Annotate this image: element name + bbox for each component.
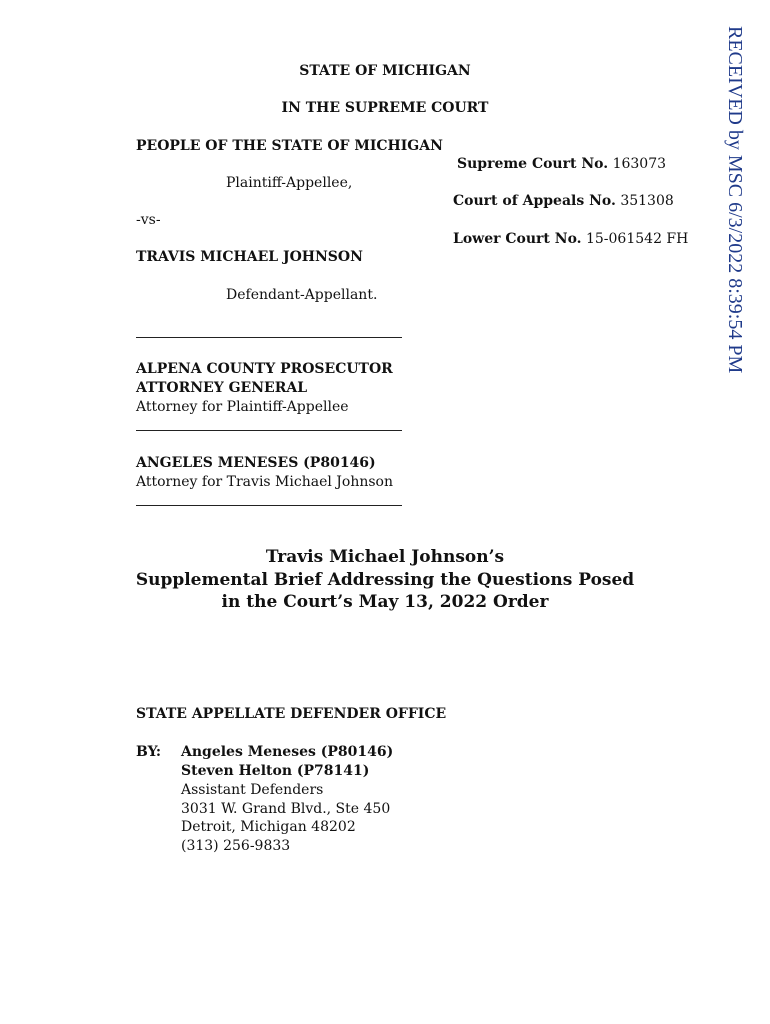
- supreme-court-number-label: Supreme Court No.: [457, 156, 609, 172]
- court-heading: IN THE SUPREME COURT: [281, 100, 489, 116]
- divider-line: [136, 505, 402, 506]
- office-phone: (313) 256-9833: [181, 838, 291, 854]
- attorney-2: Steven Helton (P78141): [181, 763, 370, 779]
- divider-line: [136, 430, 402, 431]
- defendant-name: TRAVIS MICHAEL JOHNSON: [136, 249, 363, 265]
- defendant-role: Defendant-Appellant.: [226, 287, 378, 303]
- brief-title-line-1: Travis Michael Johnson’s: [265, 547, 505, 567]
- court-of-appeals-number-label: Court of Appeals No.: [453, 193, 616, 209]
- lower-court-number: [453, 230, 688, 248]
- supreme-court-number-value: 163073: [612, 156, 667, 172]
- versus-label: -vs-: [136, 212, 161, 228]
- plaintiff-role: Plaintiff-Appellee,: [226, 175, 353, 191]
- prosecutor-name: ALPENA COUNTY PROSECUTOR: [136, 361, 393, 377]
- received-stamp: RECEIVED by MSC 6/3/2022 8:39:54 PM: [724, 26, 746, 374]
- office-name: STATE APPELLATE DEFENDER OFFICE: [136, 706, 447, 722]
- attorney-1: Angeles Meneses (P80146): [181, 744, 394, 760]
- brief-title-line-2: Supplemental Brief Addressing the Questions Posed: [135, 570, 635, 590]
- attorney-general-name: ATTORNEY GENERAL: [136, 380, 308, 396]
- court-of-appeals-number-value: 351308: [620, 193, 674, 209]
- office-address-street: 3031 W. Grand Blvd., Ste 450: [181, 801, 391, 817]
- lower-court-number-label: Lower Court No.: [453, 231, 582, 247]
- attorney-role: Assistant Defenders: [181, 782, 324, 798]
- by-label: BY:: [136, 744, 162, 760]
- defense-attorney-name: ANGELES MENESES (P80146): [136, 455, 376, 471]
- court-of-appeals-number: [453, 192, 674, 210]
- state-heading: STATE OF MICHIGAN: [299, 63, 471, 79]
- lower-court-number-value: 15-061542 FH: [585, 231, 689, 247]
- plaintiff-name: PEOPLE OF THE STATE OF MICHIGAN: [136, 138, 443, 154]
- plaintiff-attorney-role: Attorney for Plaintiff-Appellee: [136, 399, 349, 415]
- office-address-city: Detroit, Michigan 48202: [181, 819, 356, 835]
- supreme-court-number: [457, 155, 666, 173]
- divider-line: [136, 337, 402, 338]
- defense-attorney-role: Attorney for Travis Michael Johnson: [136, 474, 393, 490]
- brief-title-line-3: in the Court’s May 13, 2022 Order: [221, 592, 549, 612]
